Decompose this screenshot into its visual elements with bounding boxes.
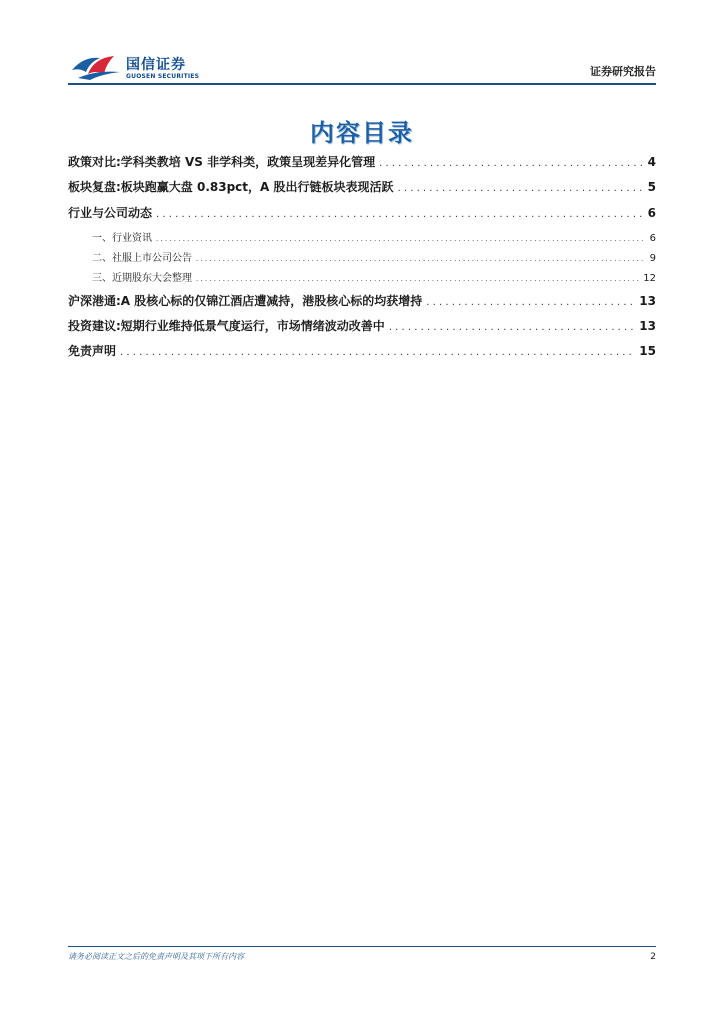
toc-entry-page: 4	[647, 155, 656, 169]
toc-entry-page: 15	[639, 344, 656, 358]
toc-entry[interactable]	[68, 153, 656, 173]
toc-entry-page: 12	[643, 273, 656, 284]
report-type-label: 证券研究报告	[590, 65, 656, 78]
toc-entry-page: 9	[649, 253, 656, 264]
toc-entry-text: 政策对比:学科类教培 VS 非学科类，政策呈现差异化管理	[68, 155, 376, 169]
toc-entry-text: 投资建议:短期行业维持低景气度运行，市场情绪波动改善中	[68, 319, 385, 333]
toc-leader-dots	[196, 255, 646, 263]
guosen-logo	[68, 50, 218, 86]
toc-leader-dots	[156, 209, 644, 220]
toc-title: 内容目录	[310, 119, 414, 147]
toc-entry[interactable]	[68, 204, 656, 224]
logo-chinese-name: 国信证券	[126, 57, 186, 73]
toc-entry-page: 13	[639, 294, 656, 308]
toc-entry[interactable]	[68, 292, 656, 312]
toc-leader-dots	[120, 347, 635, 358]
toc-leader-dots	[426, 297, 635, 308]
toc-entry-page: 5	[647, 180, 656, 194]
toc-leader-dots	[379, 158, 644, 169]
guosen-logo-icon	[70, 52, 124, 82]
toc-subentry[interactable]	[68, 229, 656, 249]
toc-entry-text: 沪深港通:A 股核心标的仅锦江酒店遭减持，港股核心标的均获增持	[68, 294, 423, 308]
toc-entry-text: 免责声明	[68, 344, 117, 358]
toc-entry-text: 一、行业资讯	[92, 233, 152, 244]
page-header	[68, 50, 656, 86]
toc-entry-text: 行业与公司动态	[68, 206, 153, 220]
toc-entry[interactable]	[68, 317, 656, 337]
toc-entry-text: 三、近期股东大会整理	[92, 273, 192, 284]
toc-entry-page: 13	[639, 319, 656, 333]
header-divider	[68, 83, 656, 85]
toc-entry[interactable]	[68, 342, 656, 362]
toc-entry-page: 6	[649, 233, 656, 244]
toc-leader-dots	[156, 235, 646, 243]
toc-entry-text: 板块复盘:板块跑赢大盘 0.83pct，A 股出行链板块表现活跃	[68, 180, 394, 194]
footer-divider	[68, 946, 656, 947]
page-number: 2	[650, 952, 656, 962]
toc-entry-text: 二、社服上市公司公告	[92, 253, 192, 264]
toc-leader-dots	[196, 275, 639, 283]
toc-leader-dots	[389, 322, 635, 333]
footer-disclaimer: 请务必阅读正文之后的免责声明及其项下所有内容	[68, 952, 244, 961]
toc-leader-dots	[398, 183, 644, 194]
toc-subentry[interactable]	[68, 269, 656, 289]
toc-subentry[interactable]	[68, 249, 656, 269]
logo-english-name: GUOSEN SECURITIES	[126, 73, 200, 80]
toc-entry-page: 6	[647, 206, 656, 220]
toc-entry[interactable]	[68, 178, 656, 198]
